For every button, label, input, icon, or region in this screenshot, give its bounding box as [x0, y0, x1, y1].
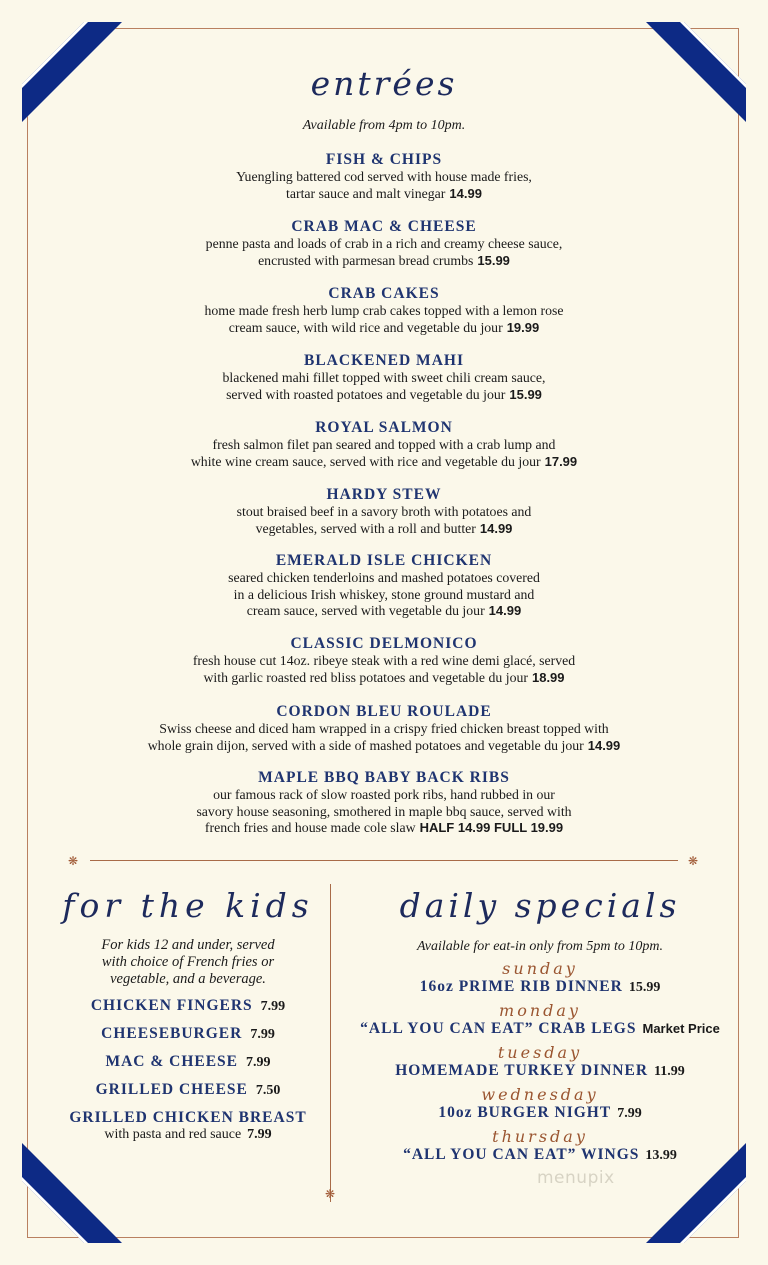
entree-description: our famous rack of slow roasted pork ribs, hand rubbed in our savory house seasoning, smothered in maple bbq sauce, served with french fries and house made cole slaw HALF 14.99 FULL 19.99 [196, 787, 572, 835]
special-item: 10oz BURGER NIGHT 7.99 [438, 1104, 642, 1121]
entree-name: EMERALD ISLE CHICKEN [275, 552, 493, 569]
kids-item: GRILLED CHEESE 7.50 [95, 1081, 281, 1098]
kids-item-price: 7.99 [260, 999, 286, 1014]
specials-section [345, 886, 735, 1164]
kids-item-sub: with pasta and red sauce 7.99 [104, 1127, 272, 1142]
special-item: “ALL YOU CAN EAT” CRAB LEGS Market Price [360, 1020, 720, 1037]
entree-name: CRAB CAKES [328, 285, 440, 302]
entree-description: Swiss cheese and diced ham wrapped in a crispy fried chicken breast topped with whole grain dijon, served with a side of mashed potatoes and vegetable du jour 14.99 [147, 721, 621, 753]
special-item: HOMEMADE TURKEY DINNER 11.99 [395, 1062, 685, 1079]
entree-description: fresh house cut 14oz. ribeye steak with a red wine demi glacé, served with garlic roasted red bliss potatoes and vegetable du jour 18.99 [192, 653, 576, 685]
entree-name: BLACKENED MAHI [304, 352, 464, 369]
entree-item [0, 218, 768, 269]
entrees-title: entrées [310, 64, 458, 103]
special-price: Market Price [642, 1021, 720, 1036]
flourish-left-icon: ❋ [68, 854, 79, 868]
special-day: tuesday [497, 1043, 583, 1062]
special-day: sunday [502, 959, 578, 978]
entree-name: CORDON BLEU ROULADE [276, 703, 492, 720]
special-item: “ALL YOU CAN EAT” WINGS 13.99 [403, 1146, 677, 1163]
entree-price: 18.99 [531, 669, 565, 685]
special-price: 7.99 [617, 1106, 642, 1121]
kids-section [48, 886, 328, 1143]
entree-price: 14.99 [488, 603, 522, 618]
entree-name: ROYAL SALMON [315, 419, 453, 436]
kids-item-price: 7.99 [250, 1027, 275, 1042]
corner-ribbon-bottom-left [22, 1143, 122, 1243]
entree-description: stout braised beef in a savory broth with potatoes and vegetables, served with a roll and butter 14.99 [236, 504, 532, 536]
entree-description: blackened mahi fillet topped with sweet chili cream sauce, served with roasted potatoes and vegetable du jour 15.99 [222, 370, 546, 402]
entree-description: fresh salmon filet pan seared and topped with a crab lump and white wine cream sauce, served with rice and vegetable du jour 17.99 [190, 437, 578, 469]
entrees-availability: Available from 4pm to 10pm. [302, 118, 466, 133]
kids-note: For kids 12 and under, served with choice of French fries or vegetable, and a beverage. [101, 937, 275, 987]
special-price: 13.99 [645, 1148, 677, 1163]
entree-item [0, 552, 768, 620]
entree-description: home made fresh herb lump crab cakes topped with a lemon rose cream sauce, with wild rice and vegetable du jour 19.99 [204, 303, 564, 335]
entree-item [0, 635, 768, 686]
entree-item [0, 703, 768, 754]
kids-item: CHEESEBURGER 7.99 [101, 1025, 275, 1042]
specials-availability: Available for eat-in only from 5pm to 10pm. [416, 939, 663, 954]
entree-item [0, 486, 768, 537]
entree-price: HALF 14.99 FULL 19.99 [419, 820, 564, 835]
entree-price: 19.99 [506, 319, 540, 335]
entree-price: 15.99 [477, 252, 510, 268]
kids-item-price: 7.99 [246, 1055, 271, 1070]
special-price: 15.99 [628, 980, 661, 995]
special-day: wednesday [481, 1085, 599, 1104]
entree-item [0, 352, 768, 403]
special-day: thursday [492, 1127, 588, 1146]
flourish-right-icon: ❋ [688, 854, 699, 868]
column-divider [330, 884, 331, 1202]
entree-item [0, 285, 768, 336]
entree-name: HARDY STEW [326, 486, 442, 503]
flourish-bottom-icon: ❋ [325, 1187, 336, 1201]
kids-item-price: 7.50 [255, 1083, 281, 1098]
section-divider [90, 860, 678, 861]
special-price: 11.99 [654, 1064, 685, 1079]
entree-item [0, 419, 768, 470]
kids-item-price: 7.99 [247, 1127, 272, 1142]
entree-description: penne pasta and loads of crab in a rich and creamy cheese sauce, encrusted with parmesan bread crumbs 15.99 [205, 236, 563, 268]
entree-name: FISH & CHIPS [325, 151, 443, 168]
entree-name: CLASSIC DELMONICO [290, 635, 478, 652]
entree-item [0, 151, 768, 202]
entree-name: CRAB MAC & CHEESE [291, 218, 477, 235]
kids-item: CHICKEN FINGERS 7.99 [90, 997, 286, 1014]
entree-description: Yuengling battered cod served with house made fries, tartar sauce and malt vinegar 14.99 [236, 169, 532, 201]
kids-item: GRILLED CHICKEN BREAST [69, 1109, 307, 1126]
special-item: 16oz PRIME RIB DINNER 15.99 [419, 978, 661, 995]
specials-title: daily specials [399, 886, 681, 925]
entree-description: seared chicken tenderloins and mashed potatoes covered in a delicious Irish whiskey, stone ground mustard and cream sauce, served with vegetable du jour 14.99 [228, 570, 540, 618]
kids-title: for the kids [62, 886, 314, 925]
entree-item [0, 769, 768, 837]
entree-price: 14.99 [479, 520, 513, 536]
entree-price: 15.99 [509, 386, 542, 402]
entree-price: 17.99 [544, 453, 578, 469]
watermark: menupix [537, 1168, 615, 1188]
entree-price: 14.99 [449, 185, 482, 201]
entree-name: MAPLE BBQ BABY BACK RIBS [258, 769, 510, 786]
kids-item: MAC & CHEESE 7.99 [105, 1053, 271, 1070]
special-day: monday [499, 1001, 581, 1020]
entree-price: 14.99 [587, 737, 621, 753]
